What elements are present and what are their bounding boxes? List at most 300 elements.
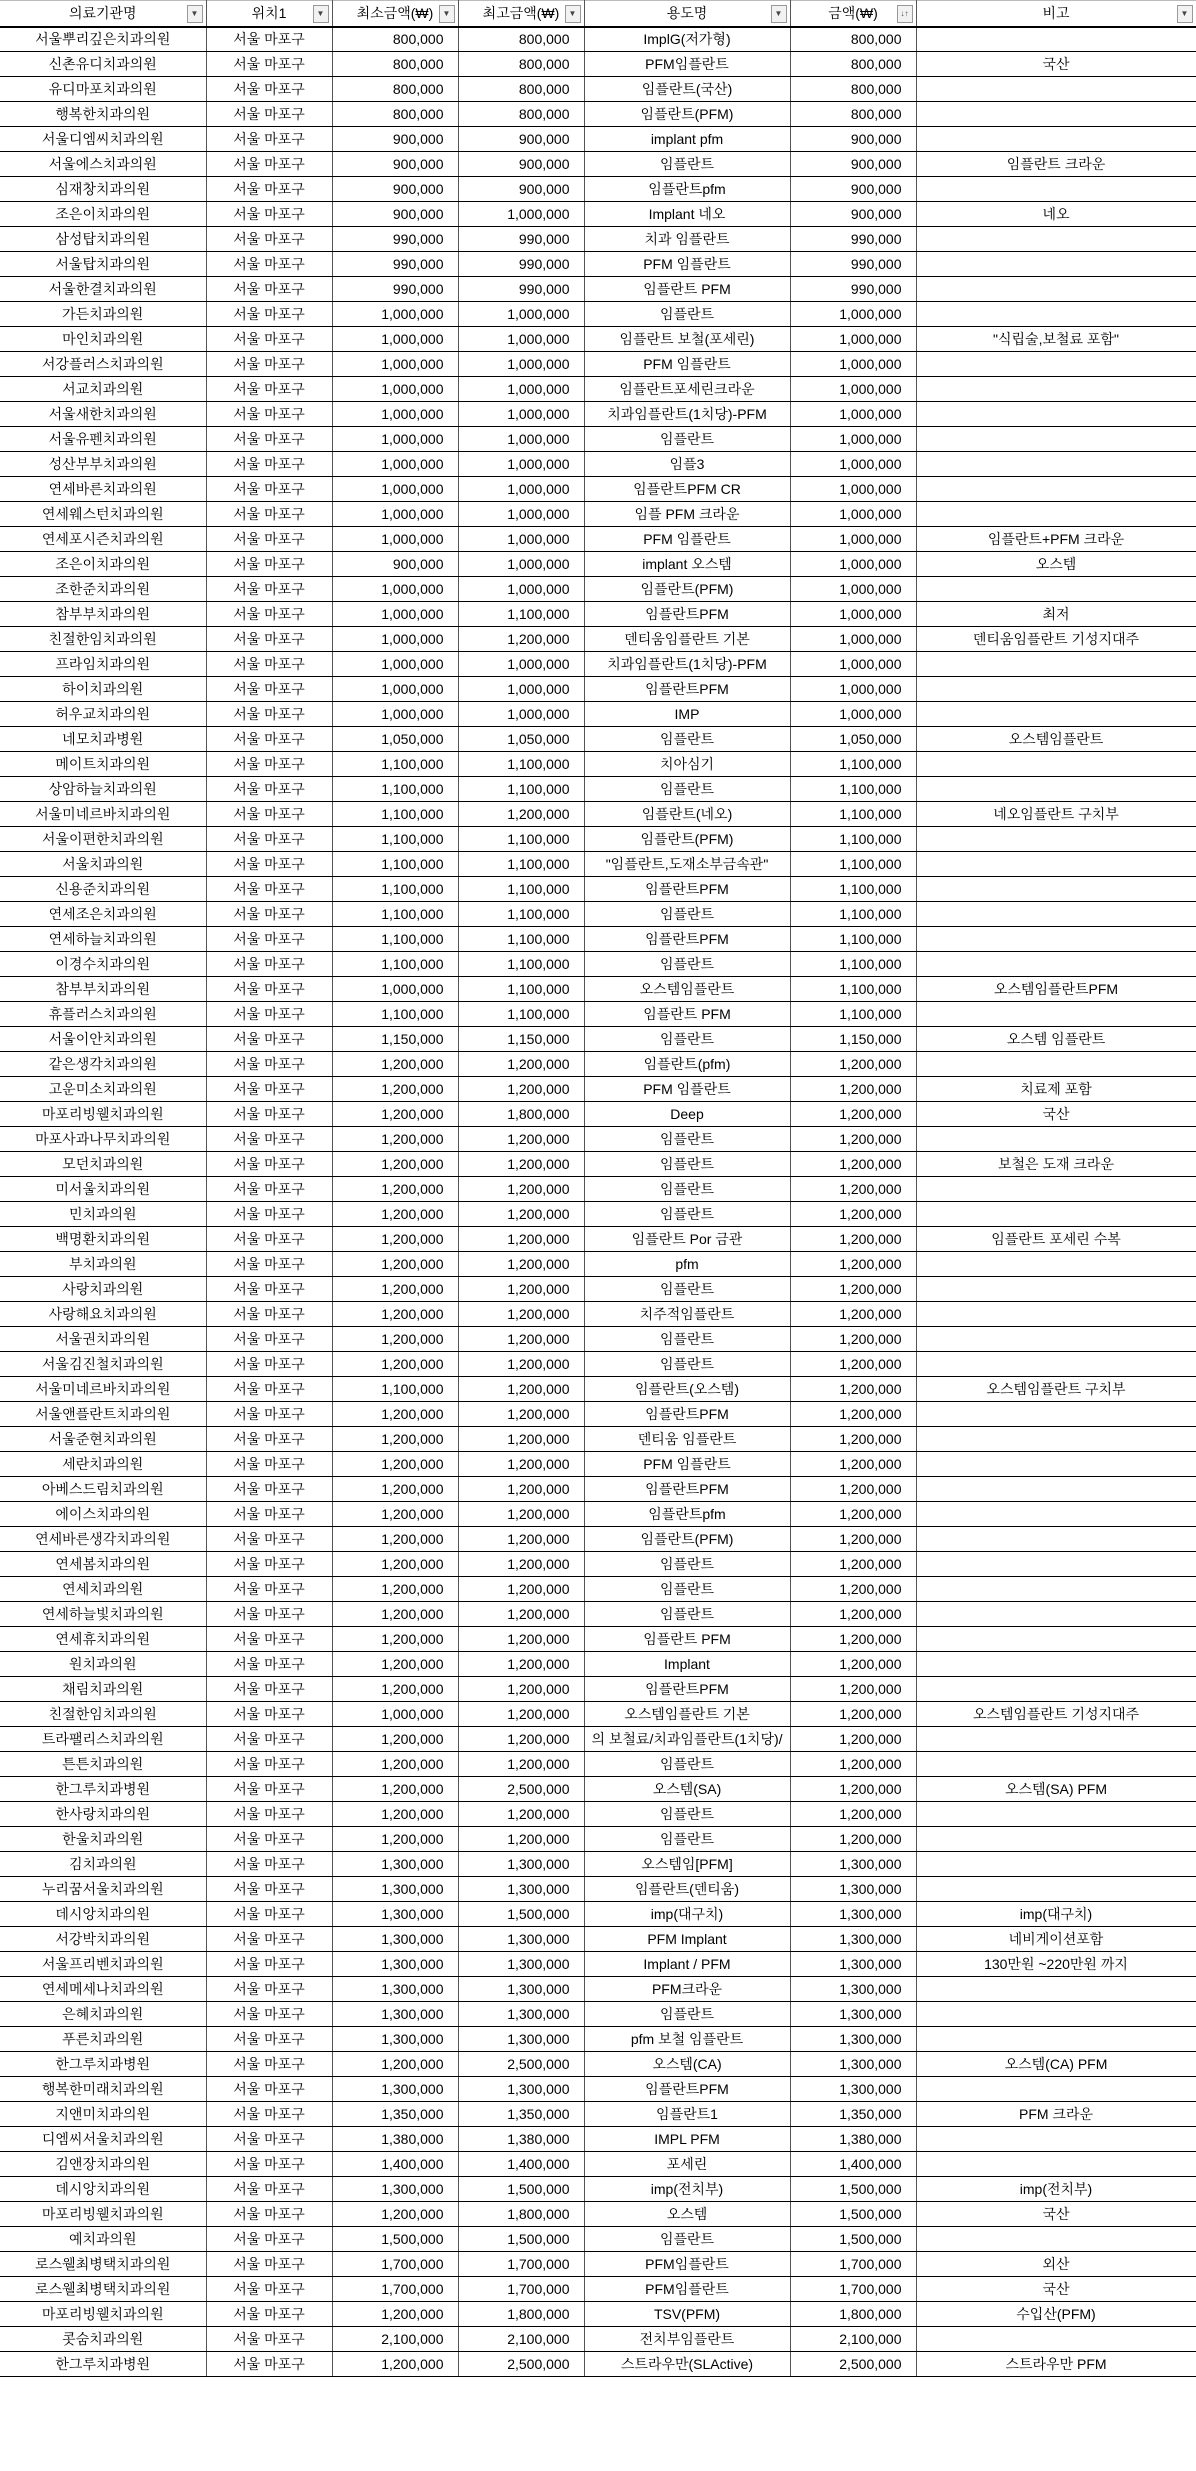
cell-location[interactable]: 서울 마포구 bbox=[206, 177, 332, 202]
cell-note[interactable] bbox=[916, 2327, 1196, 2352]
cell-note[interactable] bbox=[916, 852, 1196, 877]
cell-usage[interactable]: 임플란트 bbox=[584, 777, 790, 802]
cell-note[interactable] bbox=[916, 1577, 1196, 1602]
cell-max-price[interactable]: 1,200,000 bbox=[458, 1127, 584, 1152]
cell-min-price[interactable]: 1,200,000 bbox=[332, 2052, 458, 2077]
cell-min-price[interactable]: 1,200,000 bbox=[332, 1677, 458, 1702]
cell-usage[interactable]: 임플3 bbox=[584, 452, 790, 477]
cell-amount[interactable]: 1,500,000 bbox=[790, 2227, 916, 2252]
cell-amount[interactable]: 1,500,000 bbox=[790, 2177, 916, 2202]
cell-institution[interactable]: 행복한치과의원 bbox=[0, 102, 206, 127]
cell-note[interactable]: 오스템(SA) PFM bbox=[916, 1777, 1196, 1802]
cell-max-price[interactable]: 1,380,000 bbox=[458, 2127, 584, 2152]
cell-min-price[interactable]: 1,700,000 bbox=[332, 2277, 458, 2302]
cell-max-price[interactable]: 1,200,000 bbox=[458, 1652, 584, 1677]
cell-usage[interactable]: TSV(PFM) bbox=[584, 2302, 790, 2327]
cell-max-price[interactable]: 1,200,000 bbox=[458, 1327, 584, 1352]
cell-location[interactable]: 서울 마포구 bbox=[206, 627, 332, 652]
cell-max-price[interactable]: 1,300,000 bbox=[458, 1877, 584, 1902]
cell-note[interactable] bbox=[916, 1727, 1196, 1752]
cell-min-price[interactable]: 1,000,000 bbox=[332, 702, 458, 727]
cell-max-price[interactable]: 1,300,000 bbox=[458, 1927, 584, 1952]
cell-max-price[interactable]: 1,100,000 bbox=[458, 1002, 584, 1027]
cell-usage[interactable]: 임플란트(국산) bbox=[584, 77, 790, 102]
cell-institution[interactable]: 서강박치과의원 bbox=[0, 1927, 206, 1952]
cell-amount[interactable]: 1,300,000 bbox=[790, 2077, 916, 2102]
cell-usage[interactable]: 임플란트 bbox=[584, 902, 790, 927]
cell-institution[interactable]: 서울에스치과의원 bbox=[0, 152, 206, 177]
cell-usage[interactable]: PFM 임플란트 bbox=[584, 352, 790, 377]
cell-min-price[interactable]: 1,200,000 bbox=[332, 1752, 458, 1777]
cell-usage[interactable]: PFM임플란트 bbox=[584, 52, 790, 77]
cell-amount[interactable]: 1,100,000 bbox=[790, 977, 916, 1002]
cell-amount[interactable]: 1,000,000 bbox=[790, 427, 916, 452]
cell-usage[interactable]: PFM 임플란트 bbox=[584, 527, 790, 552]
cell-max-price[interactable]: 1,300,000 bbox=[458, 2077, 584, 2102]
cell-location[interactable]: 서울 마포구 bbox=[206, 1302, 332, 1327]
cell-min-price[interactable]: 1,300,000 bbox=[332, 1927, 458, 1952]
cell-max-price[interactable]: 1,200,000 bbox=[458, 1677, 584, 1702]
cell-amount[interactable]: 1,100,000 bbox=[790, 852, 916, 877]
cell-amount[interactable]: 1,200,000 bbox=[790, 1352, 916, 1377]
cell-location[interactable]: 서울 마포구 bbox=[206, 102, 332, 127]
cell-usage[interactable]: "임플란트,도재소부금속관" bbox=[584, 852, 790, 877]
cell-institution[interactable]: 조은이치과의원 bbox=[0, 552, 206, 577]
cell-usage[interactable]: pfm bbox=[584, 1252, 790, 1277]
cell-note[interactable] bbox=[916, 1427, 1196, 1452]
cell-institution[interactable]: 하이치과의원 bbox=[0, 677, 206, 702]
cell-usage[interactable]: 임플란트 bbox=[584, 1127, 790, 1152]
cell-max-price[interactable]: 1,200,000 bbox=[458, 1152, 584, 1177]
cell-institution[interactable]: 서울앤플란트치과의원 bbox=[0, 1402, 206, 1427]
cell-max-price[interactable]: 1,100,000 bbox=[458, 952, 584, 977]
cell-min-price[interactable]: 1,200,000 bbox=[332, 1552, 458, 1577]
cell-usage[interactable]: 치주적임플란트 bbox=[584, 1302, 790, 1327]
cell-note[interactable] bbox=[916, 1552, 1196, 1577]
cell-amount[interactable]: 1,200,000 bbox=[790, 1177, 916, 1202]
cell-amount[interactable]: 1,100,000 bbox=[790, 802, 916, 827]
cell-max-price[interactable]: 1,350,000 bbox=[458, 2102, 584, 2127]
cell-min-price[interactable]: 1,100,000 bbox=[332, 877, 458, 902]
cell-location[interactable]: 서울 마포구 bbox=[206, 377, 332, 402]
cell-amount[interactable]: 1,300,000 bbox=[790, 2027, 916, 2052]
cell-min-price[interactable]: 1,200,000 bbox=[332, 1227, 458, 1252]
cell-max-price[interactable]: 1,200,000 bbox=[458, 1352, 584, 1377]
cell-amount[interactable]: 1,200,000 bbox=[790, 1677, 916, 1702]
cell-amount[interactable]: 900,000 bbox=[790, 202, 916, 227]
cell-max-price[interactable]: 1,000,000 bbox=[458, 427, 584, 452]
cell-location[interactable]: 서울 마포구 bbox=[206, 77, 332, 102]
cell-usage[interactable]: 임플란트PFM bbox=[584, 677, 790, 702]
filter-dropdown-icon[interactable]: ▼ bbox=[771, 5, 787, 23]
cell-location[interactable]: 서울 마포구 bbox=[206, 727, 332, 752]
cell-location[interactable]: 서울 마포구 bbox=[206, 1002, 332, 1027]
cell-usage[interactable]: implant pfm bbox=[584, 127, 790, 152]
cell-amount[interactable]: 1,000,000 bbox=[790, 402, 916, 427]
cell-max-price[interactable]: 1,400,000 bbox=[458, 2152, 584, 2177]
cell-min-price[interactable]: 1,000,000 bbox=[332, 502, 458, 527]
cell-location[interactable]: 서울 마포구 bbox=[206, 27, 332, 52]
cell-min-price[interactable]: 800,000 bbox=[332, 77, 458, 102]
cell-amount[interactable]: 900,000 bbox=[790, 152, 916, 177]
cell-min-price[interactable]: 990,000 bbox=[332, 227, 458, 252]
cell-location[interactable]: 서울 마포구 bbox=[206, 352, 332, 377]
cell-location[interactable]: 서울 마포구 bbox=[206, 677, 332, 702]
cell-amount[interactable]: 1,000,000 bbox=[790, 352, 916, 377]
cell-institution[interactable]: 연세하늘치과의원 bbox=[0, 927, 206, 952]
cell-amount[interactable]: 1,400,000 bbox=[790, 2152, 916, 2177]
cell-note[interactable]: 국산 bbox=[916, 1102, 1196, 1127]
cell-location[interactable]: 서울 마포구 bbox=[206, 327, 332, 352]
cell-usage[interactable]: 오스템(CA) bbox=[584, 2052, 790, 2077]
cell-usage[interactable]: 임플란트(PFM) bbox=[584, 102, 790, 127]
cell-max-price[interactable]: 1,500,000 bbox=[458, 1902, 584, 1927]
cell-min-price[interactable]: 1,300,000 bbox=[332, 1902, 458, 1927]
cell-min-price[interactable]: 1,000,000 bbox=[332, 602, 458, 627]
cell-amount[interactable]: 1,000,000 bbox=[790, 702, 916, 727]
cell-location[interactable]: 서울 마포구 bbox=[206, 1427, 332, 1452]
cell-amount[interactable]: 1,000,000 bbox=[790, 602, 916, 627]
cell-note[interactable] bbox=[916, 652, 1196, 677]
cell-amount[interactable]: 1,300,000 bbox=[790, 1927, 916, 1952]
cell-min-price[interactable]: 990,000 bbox=[332, 277, 458, 302]
cell-usage[interactable]: PFM 임플란트 bbox=[584, 1452, 790, 1477]
cell-note[interactable]: 네오임플란트 구치부 bbox=[916, 802, 1196, 827]
cell-usage[interactable]: 임플란트 Por 금관 bbox=[584, 1227, 790, 1252]
cell-location[interactable]: 서울 마포구 bbox=[206, 2327, 332, 2352]
cell-amount[interactable]: 1,000,000 bbox=[790, 377, 916, 402]
cell-institution[interactable]: 디엠씨서울치과의원 bbox=[0, 2127, 206, 2152]
cell-usage[interactable]: 임플란트PFM bbox=[584, 2077, 790, 2102]
cell-institution[interactable]: 서울이편한치과의원 bbox=[0, 827, 206, 852]
cell-max-price[interactable]: 1,200,000 bbox=[458, 1802, 584, 1827]
cell-institution[interactable]: 연세바른치과의원 bbox=[0, 477, 206, 502]
cell-location[interactable]: 서울 마포구 bbox=[206, 527, 332, 552]
cell-note[interactable]: 오스템임플란트PFM bbox=[916, 977, 1196, 1002]
cell-min-price[interactable]: 1,200,000 bbox=[332, 1077, 458, 1102]
cell-amount[interactable]: 800,000 bbox=[790, 27, 916, 52]
cell-note[interactable] bbox=[916, 927, 1196, 952]
cell-max-price[interactable]: 1,000,000 bbox=[458, 677, 584, 702]
cell-institution[interactable]: 한그루치과병원 bbox=[0, 1777, 206, 1802]
cell-min-price[interactable]: 1,200,000 bbox=[332, 1477, 458, 1502]
cell-amount[interactable]: 1,200,000 bbox=[790, 1227, 916, 1252]
cell-location[interactable]: 서울 마포구 bbox=[206, 1602, 332, 1627]
cell-max-price[interactable]: 1,200,000 bbox=[458, 1302, 584, 1327]
cell-min-price[interactable]: 1,380,000 bbox=[332, 2127, 458, 2152]
cell-location[interactable]: 서울 마포구 bbox=[206, 1802, 332, 1827]
cell-location[interactable]: 서울 마포구 bbox=[206, 277, 332, 302]
cell-usage[interactable]: 임플란트 bbox=[584, 727, 790, 752]
cell-usage[interactable]: 임플란트PFM bbox=[584, 877, 790, 902]
cell-institution[interactable]: 참부부치과의원 bbox=[0, 602, 206, 627]
cell-institution[interactable]: 서울미네르바치과의원 bbox=[0, 1377, 206, 1402]
cell-max-price[interactable]: 1,800,000 bbox=[458, 2302, 584, 2327]
cell-usage[interactable]: 임플란트(오스템) bbox=[584, 1377, 790, 1402]
cell-location[interactable]: 서울 마포구 bbox=[206, 2302, 332, 2327]
cell-max-price[interactable]: 1,200,000 bbox=[458, 1427, 584, 1452]
cell-amount[interactable]: 1,200,000 bbox=[790, 1302, 916, 1327]
cell-min-price[interactable]: 1,100,000 bbox=[332, 852, 458, 877]
cell-min-price[interactable]: 1,000,000 bbox=[332, 977, 458, 1002]
cell-note[interactable]: 오스템임플란트 기성지대주 bbox=[916, 1702, 1196, 1727]
cell-amount[interactable]: 1,200,000 bbox=[790, 1152, 916, 1177]
cell-min-price[interactable]: 1,200,000 bbox=[332, 1452, 458, 1477]
cell-note[interactable]: 오스템(CA) PFM bbox=[916, 2052, 1196, 2077]
cell-institution[interactable]: 아베스드림치과의원 bbox=[0, 1477, 206, 1502]
cell-note[interactable] bbox=[916, 1627, 1196, 1652]
cell-min-price[interactable]: 1,700,000 bbox=[332, 2252, 458, 2277]
cell-note[interactable] bbox=[916, 677, 1196, 702]
cell-location[interactable]: 서울 마포구 bbox=[206, 2077, 332, 2102]
cell-location[interactable]: 서울 마포구 bbox=[206, 2352, 332, 2377]
cell-location[interactable]: 서울 마포구 bbox=[206, 752, 332, 777]
cell-amount[interactable]: 1,200,000 bbox=[790, 1202, 916, 1227]
cell-note[interactable] bbox=[916, 1327, 1196, 1352]
cell-amount[interactable]: 2,100,000 bbox=[790, 2327, 916, 2352]
cell-usage[interactable]: 치아심기 bbox=[584, 752, 790, 777]
cell-note[interactable] bbox=[916, 1802, 1196, 1827]
cell-max-price[interactable]: 1,000,000 bbox=[458, 477, 584, 502]
cell-max-price[interactable]: 990,000 bbox=[458, 252, 584, 277]
cell-location[interactable]: 서울 마포구 bbox=[206, 1902, 332, 1927]
filter-dropdown-icon[interactable]: ▼ bbox=[313, 5, 329, 23]
cell-location[interactable]: 서울 마포구 bbox=[206, 1527, 332, 1552]
cell-amount[interactable]: 1,300,000 bbox=[790, 1952, 916, 1977]
cell-amount[interactable]: 1,000,000 bbox=[790, 652, 916, 677]
cell-usage[interactable]: IMPL PFM bbox=[584, 2127, 790, 2152]
cell-institution[interactable]: 데시앙치과의원 bbox=[0, 2177, 206, 2202]
cell-usage[interactable]: 임플란트 bbox=[584, 1577, 790, 1602]
cell-min-price[interactable]: 2,100,000 bbox=[332, 2327, 458, 2352]
cell-location[interactable]: 서울 마포구 bbox=[206, 777, 332, 802]
cell-min-price[interactable]: 1,100,000 bbox=[332, 902, 458, 927]
cell-min-price[interactable]: 1,050,000 bbox=[332, 727, 458, 752]
cell-location[interactable]: 서울 마포구 bbox=[206, 2202, 332, 2227]
cell-institution[interactable]: 조한준치과의원 bbox=[0, 577, 206, 602]
cell-note[interactable]: 오스템 임플란트 bbox=[916, 1027, 1196, 1052]
cell-amount[interactable]: 800,000 bbox=[790, 102, 916, 127]
cell-amount[interactable]: 1,500,000 bbox=[790, 2202, 916, 2227]
cell-institution[interactable]: 서울유펜치과의원 bbox=[0, 427, 206, 452]
cell-institution[interactable]: 로스웰최병택치과의원 bbox=[0, 2277, 206, 2302]
cell-min-price[interactable]: 1,200,000 bbox=[332, 1502, 458, 1527]
cell-location[interactable]: 서울 마포구 bbox=[206, 1152, 332, 1177]
cell-usage[interactable]: 오스템(SA) bbox=[584, 1777, 790, 1802]
cell-usage[interactable]: 임플란트 bbox=[584, 952, 790, 977]
cell-institution[interactable]: 채림치과의원 bbox=[0, 1677, 206, 1702]
cell-min-price[interactable]: 1,000,000 bbox=[332, 577, 458, 602]
cell-amount[interactable]: 1,200,000 bbox=[790, 1127, 916, 1152]
cell-institution[interactable]: 서울프리벤치과의원 bbox=[0, 1952, 206, 1977]
cell-min-price[interactable]: 1,200,000 bbox=[332, 1352, 458, 1377]
cell-note[interactable]: 네비게이션포함 bbox=[916, 1927, 1196, 1952]
cell-max-price[interactable]: 1,200,000 bbox=[458, 1277, 584, 1302]
cell-institution[interactable]: 허우교치과의원 bbox=[0, 702, 206, 727]
cell-max-price[interactable]: 1,000,000 bbox=[458, 702, 584, 727]
cell-max-price[interactable]: 1,300,000 bbox=[458, 1952, 584, 1977]
cell-max-price[interactable]: 1,100,000 bbox=[458, 777, 584, 802]
cell-location[interactable]: 서울 마포구 bbox=[206, 2052, 332, 2077]
cell-amount[interactable]: 1,200,000 bbox=[790, 1727, 916, 1752]
cell-location[interactable]: 서울 마포구 bbox=[206, 1727, 332, 1752]
cell-min-price[interactable]: 1,200,000 bbox=[332, 1402, 458, 1427]
cell-min-price[interactable]: 990,000 bbox=[332, 252, 458, 277]
cell-note[interactable] bbox=[916, 227, 1196, 252]
cell-max-price[interactable]: 1,100,000 bbox=[458, 827, 584, 852]
cell-max-price[interactable]: 1,200,000 bbox=[458, 1452, 584, 1477]
cell-institution[interactable]: 심재창치과의원 bbox=[0, 177, 206, 202]
cell-institution[interactable]: 마포리빙웰치과의원 bbox=[0, 1102, 206, 1127]
cell-institution[interactable]: 누리꿈서울치과의원 bbox=[0, 1877, 206, 1902]
cell-note[interactable] bbox=[916, 877, 1196, 902]
cell-note[interactable] bbox=[916, 302, 1196, 327]
cell-min-price[interactable]: 1,300,000 bbox=[332, 1877, 458, 1902]
cell-usage[interactable]: 임플란트 bbox=[584, 427, 790, 452]
cell-amount[interactable]: 1,050,000 bbox=[790, 727, 916, 752]
cell-institution[interactable]: 서교치과의원 bbox=[0, 377, 206, 402]
cell-amount[interactable]: 1,000,000 bbox=[790, 627, 916, 652]
cell-note[interactable] bbox=[916, 2227, 1196, 2252]
cell-note[interactable]: 스트라우만 PFM bbox=[916, 2352, 1196, 2377]
cell-min-price[interactable]: 1,200,000 bbox=[332, 1277, 458, 1302]
cell-min-price[interactable]: 1,100,000 bbox=[332, 927, 458, 952]
cell-location[interactable]: 서울 마포구 bbox=[206, 1127, 332, 1152]
cell-note[interactable]: 오스템임플란트 bbox=[916, 727, 1196, 752]
cell-max-price[interactable]: 2,100,000 bbox=[458, 2327, 584, 2352]
cell-max-price[interactable]: 1,000,000 bbox=[458, 302, 584, 327]
cell-institution[interactable]: 푸른치과의원 bbox=[0, 2027, 206, 2052]
cell-amount[interactable]: 1,200,000 bbox=[790, 1477, 916, 1502]
cell-location[interactable]: 서울 마포구 bbox=[206, 2127, 332, 2152]
cell-location[interactable]: 서울 마포구 bbox=[206, 927, 332, 952]
cell-note[interactable] bbox=[916, 1452, 1196, 1477]
cell-institution[interactable]: 은혜치과의원 bbox=[0, 2002, 206, 2027]
cell-location[interactable]: 서울 마포구 bbox=[206, 402, 332, 427]
cell-max-price[interactable]: 1,200,000 bbox=[458, 1702, 584, 1727]
cell-min-price[interactable]: 1,300,000 bbox=[332, 1852, 458, 1877]
cell-max-price[interactable]: 1,000,000 bbox=[458, 452, 584, 477]
cell-institution[interactable]: 삼성탑치과의원 bbox=[0, 227, 206, 252]
cell-min-price[interactable]: 1,200,000 bbox=[332, 1127, 458, 1152]
cell-note[interactable]: 최저 bbox=[916, 602, 1196, 627]
cell-max-price[interactable]: 1,100,000 bbox=[458, 752, 584, 777]
cell-max-price[interactable]: 1,000,000 bbox=[458, 652, 584, 677]
cell-min-price[interactable]: 1,200,000 bbox=[332, 1627, 458, 1652]
cell-usage[interactable]: 임플란트 bbox=[584, 1602, 790, 1627]
cell-min-price[interactable]: 1,100,000 bbox=[332, 777, 458, 802]
cell-amount[interactable]: 1,000,000 bbox=[790, 527, 916, 552]
cell-institution[interactable]: 서울이안치과의원 bbox=[0, 1027, 206, 1052]
filter-dropdown-icon[interactable]: ▼ bbox=[187, 5, 203, 23]
cell-amount[interactable]: 1,300,000 bbox=[790, 1877, 916, 1902]
cell-institution[interactable]: 원치과의원 bbox=[0, 1652, 206, 1677]
cell-amount[interactable]: 1,700,000 bbox=[790, 2277, 916, 2302]
cell-max-price[interactable]: 1,200,000 bbox=[458, 627, 584, 652]
cell-amount[interactable]: 1,300,000 bbox=[790, 1977, 916, 2002]
cell-institution[interactable]: 성산부부치과의원 bbox=[0, 452, 206, 477]
cell-min-price[interactable]: 1,000,000 bbox=[332, 627, 458, 652]
cell-amount[interactable]: 1,100,000 bbox=[790, 877, 916, 902]
cell-institution[interactable]: 사랑치과의원 bbox=[0, 1277, 206, 1302]
cell-note[interactable]: 130만원 ~220만원 까지 bbox=[916, 1952, 1196, 1977]
cell-note[interactable] bbox=[916, 477, 1196, 502]
cell-note[interactable] bbox=[916, 1252, 1196, 1277]
filter-dropdown-icon[interactable]: ▼ bbox=[439, 5, 455, 23]
cell-institution[interactable]: 민치과의원 bbox=[0, 1202, 206, 1227]
cell-location[interactable]: 서울 마포구 bbox=[206, 302, 332, 327]
cell-usage[interactable]: 임플란트PFM bbox=[584, 1677, 790, 1702]
cell-location[interactable]: 서울 마포구 bbox=[206, 802, 332, 827]
cell-usage[interactable]: 포세린 bbox=[584, 2152, 790, 2177]
cell-max-price[interactable]: 1,300,000 bbox=[458, 1977, 584, 2002]
cell-amount[interactable]: 1,000,000 bbox=[790, 327, 916, 352]
cell-usage[interactable]: 임플란트 bbox=[584, 1202, 790, 1227]
cell-amount[interactable]: 1,200,000 bbox=[790, 1802, 916, 1827]
cell-note[interactable] bbox=[916, 577, 1196, 602]
cell-location[interactable]: 서울 마포구 bbox=[206, 702, 332, 727]
cell-min-price[interactable]: 1,300,000 bbox=[332, 2177, 458, 2202]
cell-max-price[interactable]: 1,100,000 bbox=[458, 902, 584, 927]
cell-location[interactable]: 서울 마포구 bbox=[206, 2102, 332, 2127]
cell-institution[interactable]: 마포리빙웰치과의원 bbox=[0, 2202, 206, 2227]
cell-location[interactable]: 서울 마포구 bbox=[206, 1077, 332, 1102]
cell-location[interactable]: 서울 마포구 bbox=[206, 1027, 332, 1052]
cell-location[interactable]: 서울 마포구 bbox=[206, 1627, 332, 1652]
cell-location[interactable]: 서울 마포구 bbox=[206, 1477, 332, 1502]
cell-note[interactable] bbox=[916, 1177, 1196, 1202]
cell-note[interactable] bbox=[916, 702, 1196, 727]
cell-location[interactable]: 서울 마포구 bbox=[206, 2227, 332, 2252]
cell-location[interactable]: 서울 마포구 bbox=[206, 252, 332, 277]
cell-min-price[interactable]: 800,000 bbox=[332, 27, 458, 52]
cell-usage[interactable]: 임플란트pfm bbox=[584, 1502, 790, 1527]
cell-usage[interactable]: 임플란트(pfm) bbox=[584, 1052, 790, 1077]
cell-note[interactable] bbox=[916, 77, 1196, 102]
cell-institution[interactable]: 신용준치과의원 bbox=[0, 877, 206, 902]
cell-max-price[interactable]: 800,000 bbox=[458, 27, 584, 52]
cell-usage[interactable]: 덴티움 임플란트 bbox=[584, 1427, 790, 1452]
cell-note[interactable] bbox=[916, 1827, 1196, 1852]
cell-usage[interactable]: 임플란트 bbox=[584, 1027, 790, 1052]
cell-amount[interactable]: 1,200,000 bbox=[790, 1102, 916, 1127]
cell-note[interactable] bbox=[916, 2077, 1196, 2102]
cell-usage[interactable]: 전치부임플란트 bbox=[584, 2327, 790, 2352]
cell-usage[interactable]: 임플란트 bbox=[584, 1152, 790, 1177]
cell-min-price[interactable]: 1,200,000 bbox=[332, 1652, 458, 1677]
cell-amount[interactable]: 1,200,000 bbox=[790, 1327, 916, 1352]
cell-institution[interactable]: 같은생각치과의원 bbox=[0, 1052, 206, 1077]
cell-amount[interactable]: 1,200,000 bbox=[790, 1427, 916, 1452]
cell-institution[interactable]: 고운미소치과의원 bbox=[0, 1077, 206, 1102]
cell-usage[interactable]: 임플 PFM 크라운 bbox=[584, 502, 790, 527]
cell-location[interactable]: 서울 마포구 bbox=[206, 1852, 332, 1877]
cell-note[interactable] bbox=[916, 1602, 1196, 1627]
cell-usage[interactable]: Implant 네오 bbox=[584, 202, 790, 227]
cell-note[interactable]: 임플란트 크라운 bbox=[916, 152, 1196, 177]
cell-location[interactable]: 서울 마포구 bbox=[206, 827, 332, 852]
cell-location[interactable]: 서울 마포구 bbox=[206, 1952, 332, 1977]
cell-note[interactable] bbox=[916, 777, 1196, 802]
cell-usage[interactable]: 임플란트 bbox=[584, 2227, 790, 2252]
cell-min-price[interactable]: 1,000,000 bbox=[332, 402, 458, 427]
cell-max-price[interactable]: 1,200,000 bbox=[458, 1377, 584, 1402]
cell-note[interactable] bbox=[916, 1652, 1196, 1677]
cell-max-price[interactable]: 1,200,000 bbox=[458, 1052, 584, 1077]
cell-amount[interactable]: 1,100,000 bbox=[790, 827, 916, 852]
cell-usage[interactable]: 임플란트(덴티움) bbox=[584, 1877, 790, 1902]
cell-location[interactable]: 서울 마포구 bbox=[206, 2177, 332, 2202]
